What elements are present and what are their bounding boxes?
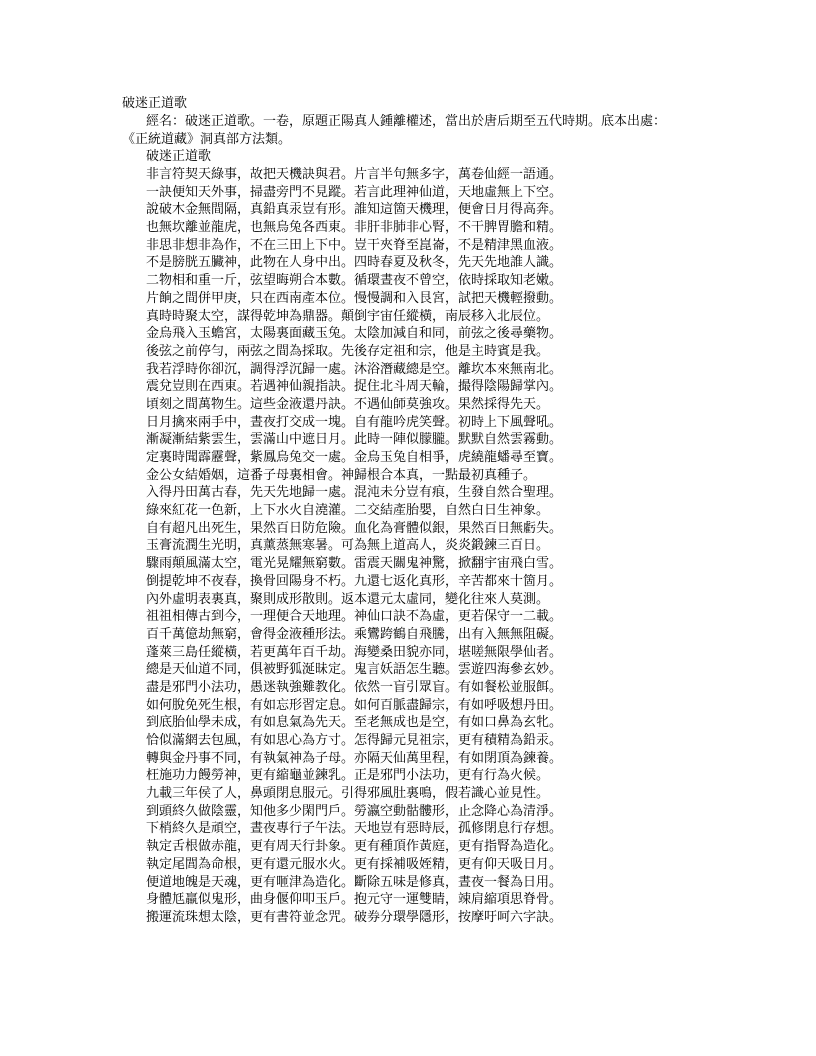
verse-line: 九載三年侯了人，鼻頭閉息服元。引得邪風肚裏鳴，假若識心並見性。 — [146, 786, 550, 802]
verse-line: 後弦之前停勻，兩弦之間為採取。先後存定祖和宗，他是主時賓是我。 — [146, 343, 550, 359]
verse-line: 蓬萊三島任縱橫，若更萬年百千劫。海變桑田貌亦同，堪嗟無限學仙者。 — [146, 644, 563, 660]
verse-line: 震兌豈則在西東。若遇神仙親指訣。捉住北斗周天輪，撮得陰陽歸掌內。 — [146, 379, 563, 395]
verse-line: 也無坎離並龍虎，也無烏兔各西東。非肝非肺非心腎，不干脾胃膽和精。 — [146, 220, 563, 236]
scripture-subtitle: 破迷正道歌 — [146, 149, 212, 164]
intro-line-2: 《正統道藏》洞真部方法類。 — [122, 131, 292, 147]
verse-line: 不是膀胱五臟神，此物在人身中出。四時春夏及秋冬，先天先地誰人識。 — [146, 255, 563, 271]
verse-line: 自有超凡出死生，果然百日防危險。血化為膏體似銀，果然百日無虧失。 — [146, 520, 563, 536]
verse-list — [146, 166, 716, 927]
verse-line: 金烏飛入玉蟾宮，太陽裏面藏玉兔。太陰加減自和同，前弦之後尋藥物。 — [146, 326, 563, 342]
verse-line: 身體尪羸似鬼形，曲身偃仰叩玉戶。抱元守一運雙睛，竦肩縮項思脊骨。 — [146, 892, 563, 908]
verse-line: 到頭終久做陰靈，知他多少閑門戶。勞瀛空動骷髏形，止念降心為清淨。 — [146, 803, 563, 819]
verse-line: 非言符契天綠事，故把天機訣與君。片言半句無多字，萬卷仙經一語通。 — [146, 167, 563, 182]
verse-line: 我若浮時你卻沉，調得浮沉歸一處。沐浴潛藏總是空。離坎本來無南北。 — [146, 361, 563, 377]
verse-line: 定裏時聞霹靂聲，紫鳳烏兔交一處。金烏玉兔自相爭，虎繞龍蟠尋至寶。 — [146, 450, 563, 465]
verse-line: 片餉之間併甲庚，只在西南產本位。慢慢調和入艮宮，試把天機輕撥動。 — [146, 290, 563, 306]
verse-line: 盡是邪門小法功，愚迷執強難教化。依然一盲引眾盲。有如餐松並服餌。 — [146, 679, 563, 695]
verse-line: 二物相和重一斤，弦望晦朔合本數。循環晝夜不曾空，依時採取知老嫩。 — [146, 273, 563, 289]
verse-line: 倒提乾坤不夜春，換骨回陽身不朽。九還七返化真形，辛苦都來十箇月。 — [146, 573, 563, 589]
verse-line: 祖祖相傳古到今，一理便合天地理。神仙口訣不為虛，更若保守一二載。 — [146, 609, 563, 625]
verse-line: 一訣便知天外事，掃盡旁門不見蹤。若言此理神仙道，天地虛無上下空。 — [146, 184, 563, 200]
verse-line: 內外虛明表裏真，聚則成形散則。返本還元太虛同，變化往來人莫測。 — [146, 591, 550, 607]
verse-line: 如何脫免死生根，有如忘形習定息。如何百脈盡歸宗，有如呼吸想丹田。 — [146, 697, 563, 713]
verse-line: 總是天仙道不同，俱被野狐涎昧定。鬼言妖語怎生聽。雲遊四海參玄妙。 — [146, 662, 563, 678]
verse-line: 非思非想非為作，不在三田上下中。豈干夾脊至崑崙，不是精津黑血液。 — [146, 237, 563, 253]
verse-line: 頃刻之間萬物生。這些金液還丹訣。不遇仙師莫強攻。果然採得先天。 — [146, 396, 550, 412]
verse-line: 執定舌根做赤龍，更有周天行卦象。更有種頂作黃庭，更有指腎為造化。 — [146, 839, 563, 855]
document-title: 破迷正道歌 — [122, 96, 188, 111]
verse-line: 金公女結婚姻，這番子母裏相會。神歸根合本真，一點最初真種子。 — [146, 467, 537, 483]
verse-line: 恰似滿網去包風，有如思心為方寸。怎得歸元見祖宗，更有積精為鉛汞。 — [146, 733, 563, 748]
verse-line: 下梢終久是頑空，晝夜專行子午法。天地豈有惡時辰，孤修閉息行存想。 — [146, 821, 563, 837]
verse-line: 入得丹田萬古春，先天先地歸一處。混沌未分豈有痕，生發自然合聖理。 — [146, 485, 563, 501]
verse-line: 綠來紅花一色新，上下水火自澆灌。二交結產胎嬰，自然白日生神象。 — [146, 503, 550, 519]
verse-line: 玉膏流潤生光明，真薰蒸無寒暑。可為無上道高人，炎炎鍛鍊三百日。 — [146, 538, 550, 554]
verse-line: 真時時聚太空，謀得乾坤為鼎器。顛倒宇宙任縱橫，南辰移入北辰位。 — [146, 308, 550, 324]
verse-line: 轉與金丹事不同，有執氣神為子母。亦隔天仙萬里程，有如閉頂為鍊養。 — [146, 750, 563, 766]
scripture-intro — [122, 113, 704, 148]
verse-line: 驟雨顛風滿太空，電光晃耀無窮數。雷震天關鬼神驚，掀翻宇宙飛白雪。 — [146, 556, 563, 572]
verse-line: 漸凝漸結紫雲生，雲滿山中遮日月。此時一陣似朦朧。默默自然雲霧動。 — [146, 432, 563, 448]
intro-line-1: 經名：破迷正道歌。一卷，原題正陽真人鍾離權述，當出於唐后期至五代時期。底本出處： — [146, 114, 667, 129]
verse-line: 執定尾閭為命根，更有還元服水火。更有採補吸姪精，更有仰天吸日月。 — [146, 856, 563, 872]
verse-line: 說破木金無間隔，真鉛真汞豈有形。誰知這箇天機理，便會日月得高奔。 — [146, 202, 563, 218]
verse-line: 便道地魄是天魂，更有咂津為造化。斷除五味是修真，晝夜一餐為日用。 — [146, 874, 563, 890]
verse-line: 搬運流珠想太陰，更有書符並念咒。破券分環學隱形，按摩吁呵六字訣。 — [146, 909, 563, 925]
verse-line: 到底胎仙學未成，有如息氣為先天。至老無成也是空，有如口鼻為玄牝。 — [146, 715, 563, 731]
verse-line: 枉施功力饅勞神，更有縮龜並鍊乳。正是邪門小法功，更有行為火候。 — [146, 768, 550, 784]
verse-line: 日月擒來兩手中，晝夜打交成一塊。自有龍吟虎笑聲。初時上下風聲吼。 — [146, 414, 563, 430]
verse-line: 百千萬億劫無窮，會得金液種形法。乘鸞跨鶴自飛騰，出有入無無阻礙。 — [146, 626, 563, 642]
